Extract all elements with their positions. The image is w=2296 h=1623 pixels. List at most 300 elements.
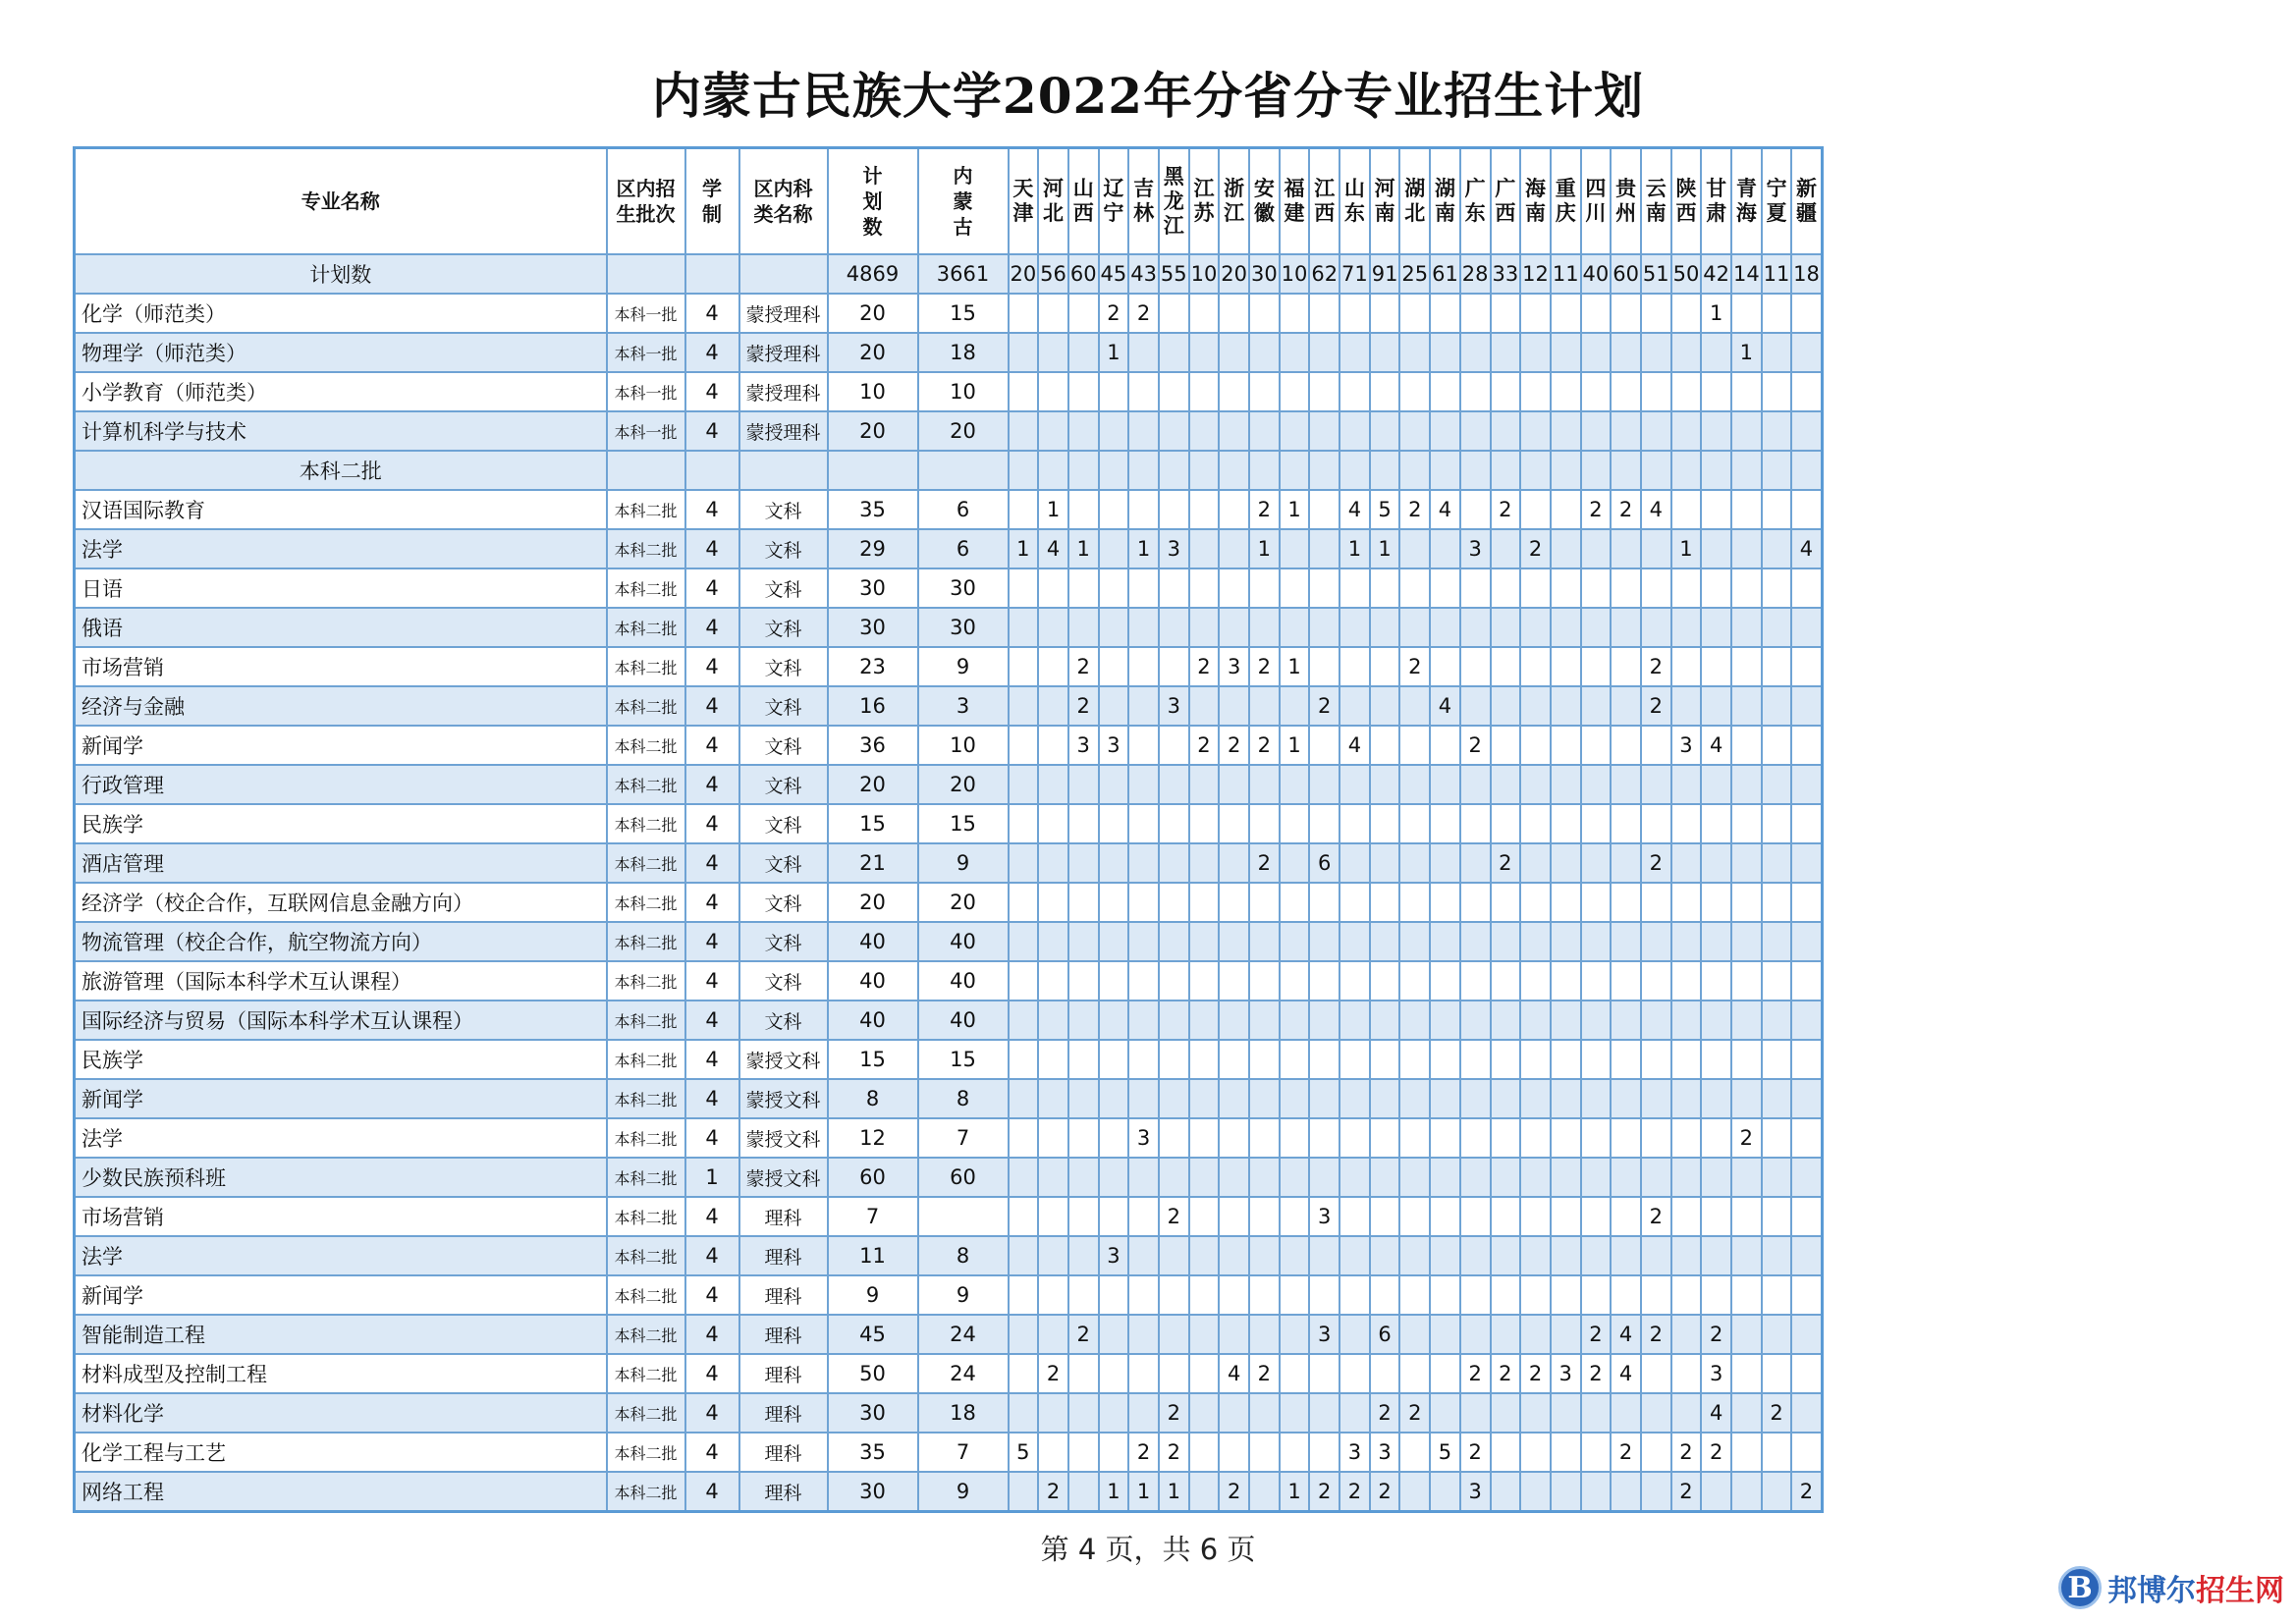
province-cell bbox=[1219, 922, 1249, 961]
province-cell bbox=[1219, 843, 1249, 883]
category-cell: 文科 bbox=[739, 490, 828, 529]
province-cell bbox=[1009, 1275, 1039, 1315]
province-cell bbox=[1460, 647, 1491, 686]
province-cell bbox=[1099, 411, 1129, 451]
province-cell: 2 bbox=[1099, 294, 1129, 333]
province-cell bbox=[1701, 1001, 1731, 1040]
province-cell bbox=[1791, 726, 1822, 765]
years-cell: 4 bbox=[685, 1118, 739, 1158]
plan-total-cell: 30 bbox=[828, 1393, 918, 1433]
province-cell bbox=[1399, 922, 1430, 961]
province-cell bbox=[1731, 1354, 1762, 1393]
province-cell bbox=[1762, 411, 1792, 451]
province-cell bbox=[1189, 804, 1220, 843]
category-cell: 文科 bbox=[739, 647, 828, 686]
section-category bbox=[739, 451, 828, 490]
province-cell bbox=[1099, 804, 1129, 843]
batch-cell: 本科二批 bbox=[607, 1118, 685, 1158]
province-cell bbox=[1038, 1079, 1068, 1118]
province-cell bbox=[1309, 883, 1339, 922]
province-cell bbox=[1309, 608, 1339, 647]
province-cell bbox=[1460, 961, 1491, 1001]
province-cell bbox=[1641, 294, 1671, 333]
summary-province-value: 25 bbox=[1399, 254, 1430, 294]
table-row bbox=[75, 333, 1823, 372]
plan-total-cell: 35 bbox=[828, 1433, 918, 1472]
province-cell: 1 bbox=[1280, 647, 1310, 686]
province-cell bbox=[1731, 1158, 1762, 1197]
province-cell bbox=[1099, 1118, 1129, 1158]
batch-cell: 本科二批 bbox=[607, 1354, 685, 1393]
province-cell: 4 bbox=[1611, 1315, 1641, 1354]
province-cell bbox=[1339, 883, 1370, 922]
province-cell bbox=[1309, 765, 1339, 804]
province-cell bbox=[1581, 1197, 1612, 1236]
category-cell: 文科 bbox=[739, 961, 828, 1001]
years-cell: 4 bbox=[685, 1040, 739, 1079]
province-cell: 1 bbox=[1280, 1472, 1310, 1512]
province-cell bbox=[1491, 1001, 1521, 1040]
province-cell bbox=[1460, 1001, 1491, 1040]
province-cell bbox=[1009, 490, 1039, 529]
major-name: 经济与金融 bbox=[75, 686, 607, 726]
province-cell bbox=[1731, 1433, 1762, 1472]
province-cell bbox=[1491, 411, 1521, 451]
province-cell bbox=[1791, 1315, 1822, 1354]
inner-mongolia-cell: 60 bbox=[918, 1158, 1009, 1197]
inner-mongolia-cell: 18 bbox=[918, 333, 1009, 372]
province-cell bbox=[1159, 922, 1189, 961]
batch-cell: 本科二批 bbox=[607, 1433, 685, 1472]
summary-years bbox=[685, 254, 739, 294]
province-cell bbox=[1641, 411, 1671, 451]
inner-mongolia-cell: 30 bbox=[918, 608, 1009, 647]
plan-total-cell: 30 bbox=[828, 568, 918, 608]
province-cell: 2 bbox=[1671, 1433, 1702, 1472]
province-cell bbox=[1671, 647, 1702, 686]
province-cell bbox=[1009, 1354, 1039, 1393]
province-cell bbox=[1701, 1275, 1731, 1315]
province-cell bbox=[1280, 608, 1310, 647]
province-cell bbox=[1370, 726, 1400, 765]
province-cell bbox=[1551, 1315, 1581, 1354]
summary-province-value: 20 bbox=[1009, 254, 1039, 294]
province-cell bbox=[1399, 1472, 1430, 1512]
province-cell bbox=[1520, 608, 1551, 647]
province-cell bbox=[1280, 1079, 1310, 1118]
category-cell: 文科 bbox=[739, 765, 828, 804]
province-cell bbox=[1430, 765, 1460, 804]
province-cell bbox=[1068, 843, 1099, 883]
province-cell bbox=[1520, 686, 1551, 726]
province-cell bbox=[1641, 1236, 1671, 1275]
province-cell bbox=[1641, 1354, 1671, 1393]
batch-cell: 本科二批 bbox=[607, 529, 685, 568]
batch-cell: 本科二批 bbox=[607, 1001, 685, 1040]
province-cell bbox=[1219, 1079, 1249, 1118]
province-cell: 2 bbox=[1339, 1472, 1370, 1512]
province-cell bbox=[1370, 1158, 1400, 1197]
major-name: 经济学（校企合作，互联网信息金融方向） bbox=[75, 883, 607, 922]
province-cell bbox=[1520, 961, 1551, 1001]
province-cell bbox=[1219, 1433, 1249, 1472]
years-cell: 4 bbox=[685, 961, 739, 1001]
province-cell bbox=[1551, 1472, 1581, 1512]
province-cell bbox=[1280, 961, 1310, 1001]
province-cell bbox=[1219, 1040, 1249, 1079]
batch-cell: 本科二批 bbox=[607, 647, 685, 686]
province-cell bbox=[1791, 372, 1822, 411]
province-cell bbox=[1128, 804, 1159, 843]
province-cell bbox=[1762, 647, 1792, 686]
province-cell bbox=[1249, 1236, 1280, 1275]
province-cell bbox=[1399, 1079, 1430, 1118]
province-cell bbox=[1309, 490, 1339, 529]
logo-text-red: 招生网 bbox=[2196, 1574, 2284, 1608]
batch-cell: 本科二批 bbox=[607, 1158, 685, 1197]
province-cell bbox=[1128, 647, 1159, 686]
province-cell bbox=[1370, 294, 1400, 333]
province-cell bbox=[1551, 529, 1581, 568]
province-cell bbox=[1189, 883, 1220, 922]
province-cell bbox=[1551, 568, 1581, 608]
province-cell bbox=[1671, 294, 1702, 333]
province-cell bbox=[1430, 922, 1460, 961]
province-cell bbox=[1128, 961, 1159, 1001]
province-cell bbox=[1339, 1236, 1370, 1275]
major-name: 网络工程 bbox=[75, 1472, 607, 1512]
province-cell bbox=[1491, 647, 1521, 686]
province-cell bbox=[1249, 804, 1280, 843]
years-cell: 4 bbox=[685, 608, 739, 647]
province-cell bbox=[1430, 608, 1460, 647]
province-cell bbox=[1581, 686, 1612, 726]
province-cell bbox=[1128, 1197, 1159, 1236]
province-cell bbox=[1189, 1236, 1220, 1275]
province-cell bbox=[1520, 411, 1551, 451]
province-cell bbox=[1038, 1118, 1068, 1158]
logo-text-blue: 邦博尔 bbox=[2107, 1574, 2196, 1608]
province-cell bbox=[1249, 922, 1280, 961]
province-cell bbox=[1430, 1315, 1460, 1354]
province-cell bbox=[1068, 1472, 1099, 1512]
province-cell bbox=[1581, 1393, 1612, 1433]
province-cell bbox=[1339, 372, 1370, 411]
province-cell bbox=[1460, 1040, 1491, 1079]
province-cell bbox=[1280, 568, 1310, 608]
province-cell bbox=[1491, 529, 1521, 568]
province-cell bbox=[1068, 1393, 1099, 1433]
header-province: 贵 州 bbox=[1611, 148, 1641, 255]
table-row bbox=[75, 568, 1823, 608]
province-cell bbox=[1581, 333, 1612, 372]
province-cell bbox=[1611, 568, 1641, 608]
inner-mongolia-cell: 18 bbox=[918, 1393, 1009, 1433]
plan-total-cell: 60 bbox=[828, 1158, 918, 1197]
section-nmg bbox=[918, 451, 1009, 490]
province-cell bbox=[1038, 294, 1068, 333]
summary-province-value: 20 bbox=[1219, 254, 1249, 294]
province-cell bbox=[1520, 765, 1551, 804]
inner-mongolia-cell: 30 bbox=[918, 568, 1009, 608]
province-cell bbox=[1430, 411, 1460, 451]
province-cell bbox=[1399, 804, 1430, 843]
province-cell bbox=[1701, 1158, 1731, 1197]
province-cell bbox=[1370, 804, 1400, 843]
province-cell: 2 bbox=[1701, 1315, 1731, 1354]
batch-cell: 本科二批 bbox=[607, 608, 685, 647]
summary-province-value: 56 bbox=[1038, 254, 1068, 294]
summary-province-value: 14 bbox=[1731, 254, 1762, 294]
province-cell bbox=[1791, 961, 1822, 1001]
province-cell: 2 bbox=[1038, 1472, 1068, 1512]
province-cell bbox=[1280, 1197, 1310, 1236]
province-cell bbox=[1611, 843, 1641, 883]
province-cell bbox=[1491, 1236, 1521, 1275]
province-cell: 3 bbox=[1701, 1354, 1731, 1393]
province-cell bbox=[1068, 1079, 1099, 1118]
province-cell bbox=[1099, 1354, 1129, 1393]
province-cell bbox=[1731, 1197, 1762, 1236]
inner-mongolia-cell: 8 bbox=[918, 1236, 1009, 1275]
batch-cell: 本科一批 bbox=[607, 294, 685, 333]
province-cell bbox=[1219, 1315, 1249, 1354]
province-cell bbox=[1249, 961, 1280, 1001]
province-cell bbox=[1491, 686, 1521, 726]
province-cell bbox=[1339, 1354, 1370, 1393]
category-cell: 蒙授文科 bbox=[739, 1079, 828, 1118]
province-cell bbox=[1491, 333, 1521, 372]
province-cell bbox=[1581, 568, 1612, 608]
province-cell bbox=[1491, 883, 1521, 922]
province-cell bbox=[1430, 1197, 1460, 1236]
province-cell bbox=[1159, 883, 1189, 922]
province-cell bbox=[1249, 1433, 1280, 1472]
province-cell: 1 bbox=[1731, 333, 1762, 372]
summary-province-value: 43 bbox=[1128, 254, 1159, 294]
province-cell bbox=[1731, 372, 1762, 411]
province-cell: 2 bbox=[1399, 490, 1430, 529]
province-cell bbox=[1611, 372, 1641, 411]
province-cell bbox=[1762, 686, 1792, 726]
province-cell bbox=[1641, 804, 1671, 843]
province-cell bbox=[1280, 843, 1310, 883]
province-cell bbox=[1762, 1433, 1792, 1472]
province-cell bbox=[1219, 490, 1249, 529]
province-cell: 2 bbox=[1309, 1472, 1339, 1512]
province-cell bbox=[1791, 1236, 1822, 1275]
section-label: 本科二批 bbox=[75, 451, 607, 490]
province-cell bbox=[1491, 1315, 1521, 1354]
table-row bbox=[75, 1197, 1823, 1236]
summary-province-value: 18 bbox=[1791, 254, 1822, 294]
province-cell bbox=[1249, 883, 1280, 922]
province-cell: 1 bbox=[1068, 529, 1099, 568]
province-cell bbox=[1249, 294, 1280, 333]
province-cell bbox=[1460, 1158, 1491, 1197]
province-cell: 3 bbox=[1128, 1118, 1159, 1158]
province-cell: 2 bbox=[1370, 1472, 1400, 1512]
province-cell bbox=[1009, 883, 1039, 922]
section-province-cell bbox=[1551, 451, 1581, 490]
province-cell bbox=[1399, 372, 1430, 411]
province-cell bbox=[1551, 1040, 1581, 1079]
province-cell bbox=[1219, 686, 1249, 726]
province-cell: 2 bbox=[1068, 647, 1099, 686]
province-cell bbox=[1339, 1315, 1370, 1354]
table-row bbox=[75, 372, 1823, 411]
header-province: 广 东 bbox=[1460, 148, 1491, 255]
province-cell bbox=[1128, 1001, 1159, 1040]
province-cell bbox=[1009, 1236, 1039, 1275]
summary-province-value: 30 bbox=[1249, 254, 1280, 294]
province-cell: 1 bbox=[1280, 490, 1310, 529]
province-cell bbox=[1399, 1275, 1430, 1315]
province-cell bbox=[1581, 1472, 1612, 1512]
province-cell bbox=[1491, 726, 1521, 765]
province-cell bbox=[1762, 1197, 1792, 1236]
province-cell bbox=[1551, 686, 1581, 726]
province-cell bbox=[1581, 372, 1612, 411]
province-cell bbox=[1581, 1040, 1612, 1079]
province-cell: 3 bbox=[1339, 1433, 1370, 1472]
province-cell bbox=[1520, 490, 1551, 529]
province-cell bbox=[1491, 922, 1521, 961]
province-cell: 2 bbox=[1581, 1354, 1612, 1393]
inner-mongolia-cell: 40 bbox=[918, 1001, 1009, 1040]
table-row bbox=[75, 1354, 1823, 1393]
plan-total-cell: 15 bbox=[828, 804, 918, 843]
province-cell bbox=[1038, 411, 1068, 451]
enrollment-plan-table bbox=[73, 146, 1824, 1513]
section-province-cell bbox=[1762, 451, 1792, 490]
province-cell bbox=[1038, 333, 1068, 372]
section-province-cell bbox=[1068, 451, 1099, 490]
province-cell bbox=[1731, 1040, 1762, 1079]
category-cell: 理科 bbox=[739, 1275, 828, 1315]
summary-province-value: 11 bbox=[1551, 254, 1581, 294]
province-cell bbox=[1460, 765, 1491, 804]
province-cell bbox=[1671, 1197, 1702, 1236]
province-cell: 1 bbox=[1099, 333, 1129, 372]
province-cell bbox=[1370, 765, 1400, 804]
province-cell bbox=[1038, 608, 1068, 647]
province-cell bbox=[1009, 372, 1039, 411]
province-cell bbox=[1641, 883, 1671, 922]
province-cell bbox=[1611, 1197, 1641, 1236]
province-cell bbox=[1249, 411, 1280, 451]
province-cell bbox=[1099, 372, 1129, 411]
province-cell bbox=[1520, 1197, 1551, 1236]
table-row bbox=[75, 804, 1823, 843]
province-cell bbox=[1159, 804, 1189, 843]
header-province: 山 东 bbox=[1339, 148, 1370, 255]
province-cell bbox=[1581, 529, 1612, 568]
province-cell bbox=[1399, 568, 1430, 608]
inner-mongolia-cell: 9 bbox=[918, 1472, 1009, 1512]
table-row bbox=[75, 1158, 1823, 1197]
logo-text bbox=[2107, 1566, 2284, 1609]
province-cell bbox=[1038, 883, 1068, 922]
province-cell bbox=[1611, 647, 1641, 686]
province-cell bbox=[1581, 294, 1612, 333]
province-cell bbox=[1520, 843, 1551, 883]
province-cell bbox=[1460, 1197, 1491, 1236]
province-cell bbox=[1731, 686, 1762, 726]
province-cell bbox=[1189, 372, 1220, 411]
province-cell bbox=[1009, 843, 1039, 883]
province-cell bbox=[1762, 372, 1792, 411]
province-cell bbox=[1068, 765, 1099, 804]
province-cell bbox=[1128, 1079, 1159, 1118]
province-cell bbox=[1249, 1393, 1280, 1433]
province-cell bbox=[1128, 1040, 1159, 1079]
province-cell bbox=[1159, 961, 1189, 1001]
province-cell: 1 bbox=[1159, 1472, 1189, 1512]
province-cell bbox=[1581, 883, 1612, 922]
province-cell: 3 bbox=[1068, 726, 1099, 765]
province-cell bbox=[1099, 1158, 1129, 1197]
province-cell bbox=[1581, 1433, 1612, 1472]
province-cell bbox=[1731, 843, 1762, 883]
province-cell bbox=[1219, 529, 1249, 568]
province-cell bbox=[1009, 1393, 1039, 1433]
province-cell bbox=[1460, 490, 1491, 529]
province-cell bbox=[1099, 1079, 1129, 1118]
province-cell bbox=[1189, 1001, 1220, 1040]
province-cell bbox=[1189, 608, 1220, 647]
province-cell bbox=[1219, 961, 1249, 1001]
plan-total-cell: 20 bbox=[828, 411, 918, 451]
major-name: 化学（师范类） bbox=[75, 294, 607, 333]
province-cell bbox=[1159, 1315, 1189, 1354]
province-cell bbox=[1701, 608, 1731, 647]
category-cell: 蒙授文科 bbox=[739, 1118, 828, 1158]
province-cell: 3 bbox=[1460, 529, 1491, 568]
province-cell bbox=[1128, 726, 1159, 765]
province-cell bbox=[1099, 1275, 1129, 1315]
batch-cell: 本科二批 bbox=[607, 961, 685, 1001]
inner-mongolia-cell: 20 bbox=[918, 765, 1009, 804]
province-cell bbox=[1159, 1118, 1189, 1158]
province-cell bbox=[1038, 1001, 1068, 1040]
province-cell bbox=[1189, 411, 1220, 451]
province-cell bbox=[1280, 765, 1310, 804]
province-cell bbox=[1731, 765, 1762, 804]
province-cell bbox=[1671, 1079, 1702, 1118]
province-cell bbox=[1520, 1236, 1551, 1275]
province-cell bbox=[1762, 726, 1792, 765]
category-cell: 理科 bbox=[739, 1393, 828, 1433]
plan-total-cell: 21 bbox=[828, 843, 918, 883]
province-cell bbox=[1099, 1197, 1129, 1236]
section-years bbox=[685, 451, 739, 490]
years-cell: 4 bbox=[685, 1433, 739, 1472]
province-cell bbox=[1280, 1315, 1310, 1354]
category-cell: 蒙授理科 bbox=[739, 333, 828, 372]
summary-province-value: 10 bbox=[1189, 254, 1220, 294]
province-cell: 4 bbox=[1701, 1393, 1731, 1433]
table-row bbox=[75, 843, 1823, 883]
header-province: 天 津 bbox=[1009, 148, 1039, 255]
province-cell bbox=[1399, 1433, 1430, 1472]
batch-cell: 本科二批 bbox=[607, 765, 685, 804]
province-cell bbox=[1189, 1040, 1220, 1079]
province-cell: 2 bbox=[1249, 647, 1280, 686]
category-cell: 蒙授理科 bbox=[739, 372, 828, 411]
province-cell bbox=[1460, 568, 1491, 608]
province-cell bbox=[1671, 686, 1702, 726]
